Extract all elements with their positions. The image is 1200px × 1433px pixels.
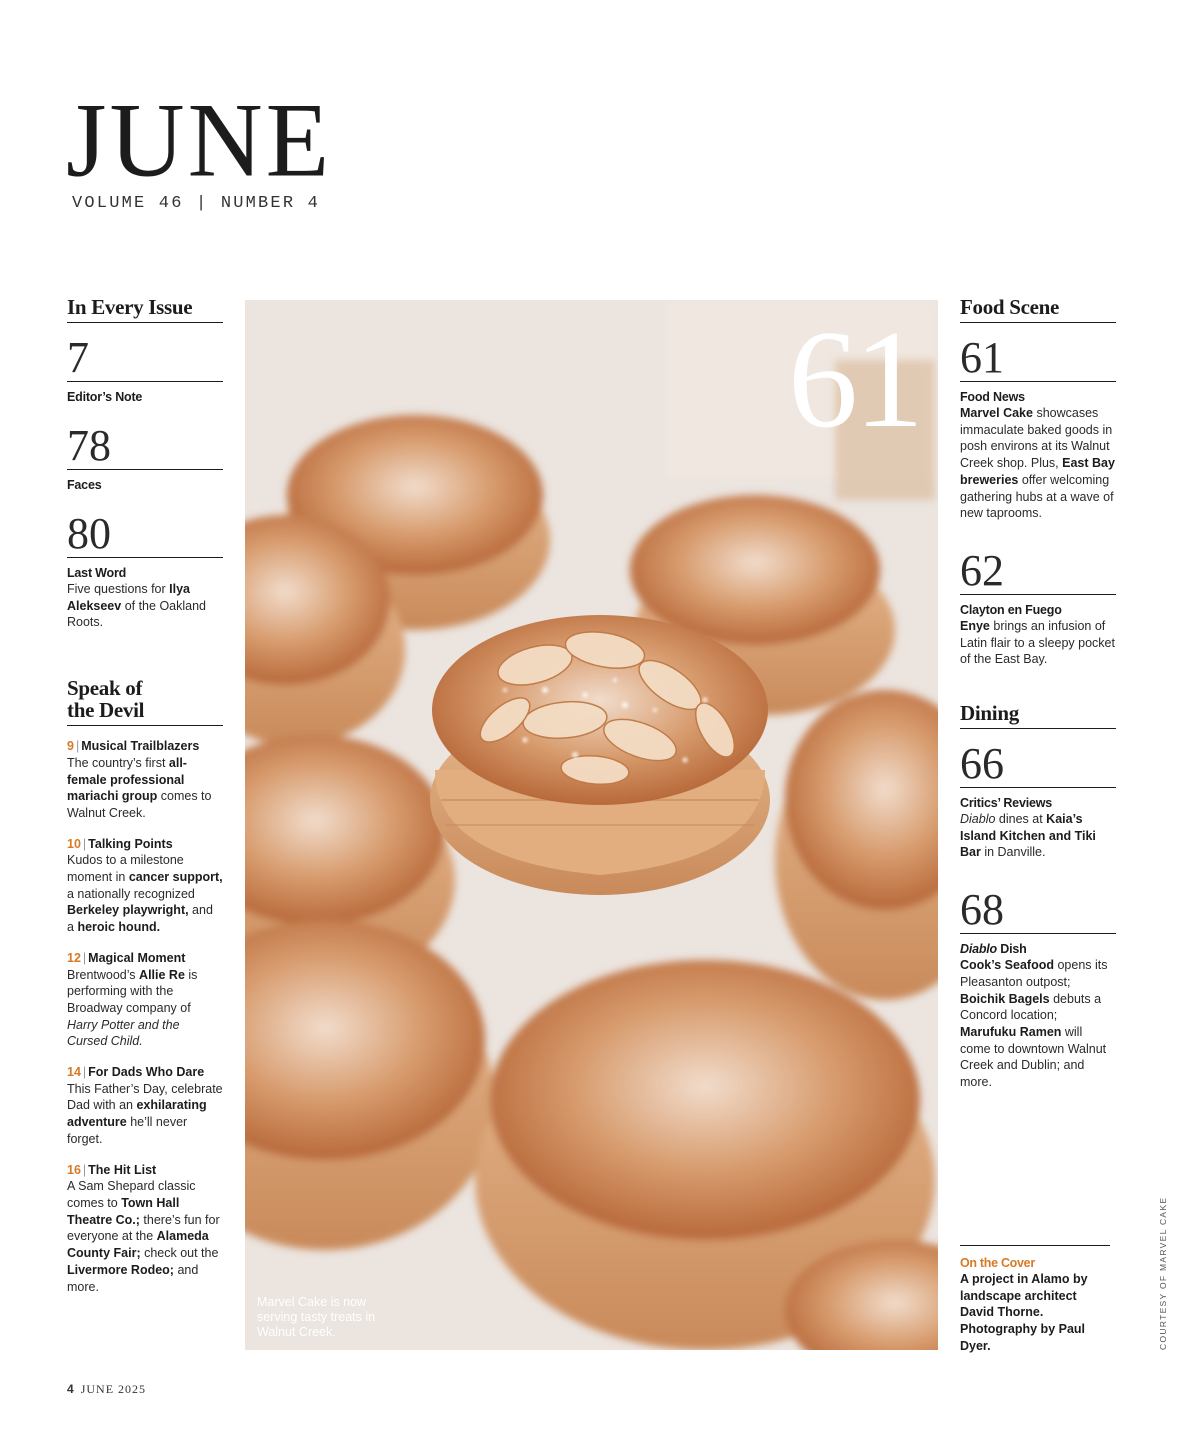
page-number[interactable]: 78 xyxy=(67,423,223,470)
entry-title[interactable]: Diablo Dish xyxy=(960,942,1027,957)
section-heading-speak-of-the-devil: Speak of the Devil xyxy=(67,677,223,726)
entry-description: Five questions for Ilya Alekseev of the Oakland Roots. xyxy=(67,582,206,630)
list-item[interactable]: 10 | Talking Points Kudos to a milestone moment in cancer support, a nationally recognized Berkeley playwright, and a heroic hound. xyxy=(67,836,223,935)
masthead xyxy=(66,81,333,213)
entry-description: Enye brings an infusion of Latin flair to a sleepy pocket of the East Bay. xyxy=(960,618,1115,667)
on-the-cover-heading: On the Cover xyxy=(960,1256,1035,1270)
entry-title[interactable]: Food News xyxy=(960,390,1025,404)
entry-title[interactable]: Last Word xyxy=(67,566,127,580)
page-number[interactable]: 62 xyxy=(960,548,1116,595)
folio-issue: JUNE 2025 xyxy=(80,1382,147,1396)
left-column xyxy=(67,296,223,1295)
issue-month: JUNE xyxy=(66,81,333,200)
pastry-illustration xyxy=(245,300,938,1350)
entry-title[interactable]: Editor’s Note xyxy=(67,390,143,404)
photo-credit: COURTESY OF MARVEL CAKE xyxy=(1158,1196,1168,1350)
section-heading-food-scene: Food Scene xyxy=(960,296,1116,323)
right-column xyxy=(960,296,1116,1091)
list-item[interactable]: 16 | The Hit List A Sam Shepard classic comes to Town Hall Theatre Co.; there’s fun for everyone at the Alameda County Fair; check out the Livermore Rodeo; and more. xyxy=(67,1162,220,1294)
page-number[interactable]: 7 xyxy=(67,335,223,382)
on-the-cover xyxy=(960,1245,1110,1355)
page-number[interactable]: 68 xyxy=(960,887,1116,934)
section-heading-in-every-issue: In Every Issue xyxy=(67,296,223,323)
list-item[interactable]: 12 | Magical Moment Brentwood’s Allie Re is performing with the Broadway company of Harry Potter and the Cursed Child. xyxy=(67,950,198,1049)
entry-description: Diablo dines at Kaia’s Island Kitchen and Tiki Bar in Danville. xyxy=(960,812,1096,860)
folio-page-number: 4 xyxy=(67,1382,75,1396)
cover-photo xyxy=(245,300,938,1350)
entry-description: Cook’s Seafood opens its Pleasanton outpost; Boichik Bagels debuts a Concord location; Marufuku Ramen will come to downtown Walnut Creek and Dublin; and more. xyxy=(960,958,1108,1090)
entry-title[interactable]: Clayton en Fuego xyxy=(960,602,1062,617)
entry-title[interactable]: Critics’ Reviews xyxy=(960,796,1052,811)
list-item[interactable]: 14 | For Dads Who Dare This Father’s Day, celebrate Dad with an exhilarating adventure he’ll never forget. xyxy=(67,1065,223,1146)
entry-description: Marvel Cake showcases immaculate baked goods in posh environs at its Walnut Creek shop. Plus, East Bay breweries offer welcoming gathering hubs at a wave of new taprooms. xyxy=(960,406,1115,521)
volume-number: VOLUME 46 | NUMBER 4 xyxy=(72,194,321,213)
photo-page-number[interactable]: 61 xyxy=(788,302,920,457)
page-number[interactable]: 80 xyxy=(67,511,223,558)
photo-caption: Marvel Cake is now serving tasty treats in Walnut Creek. xyxy=(257,1295,376,1339)
list-item[interactable]: 9 | Musical Trailblazers The country’s first all-female professional mariachi group comes to Walnut Creek. xyxy=(67,739,212,820)
section-heading-dining: Dining xyxy=(960,702,1116,729)
on-the-cover-text: A project in Alamo by landscape architect David Thorne. Photography by Paul Dyer. xyxy=(960,1272,1088,1353)
entry-title[interactable]: Faces xyxy=(67,478,102,492)
folio xyxy=(67,1382,146,1397)
page-number[interactable]: 66 xyxy=(960,741,1116,788)
page-number[interactable]: 61 xyxy=(960,335,1116,382)
